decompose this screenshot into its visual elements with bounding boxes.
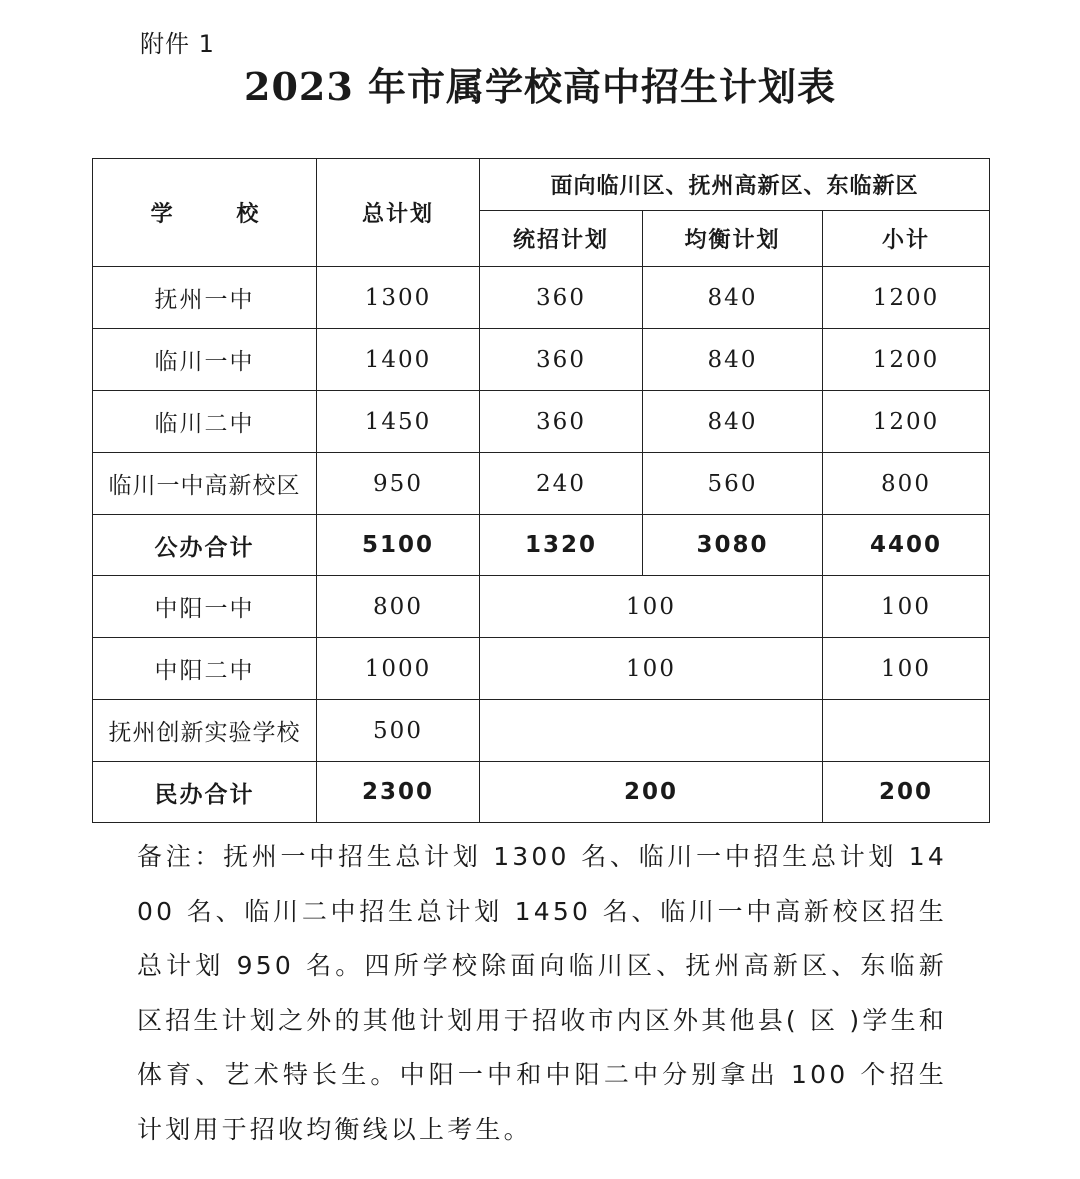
school-name: 临川一中: [93, 329, 317, 391]
total-plan-cell: 1300: [317, 267, 480, 329]
total-plan-cell: 500: [317, 700, 480, 762]
subtotal-cell: [823, 700, 990, 762]
school-name: 抚州一中: [93, 267, 317, 329]
table-row: [93, 329, 990, 391]
public-total-unified: 1320: [480, 515, 643, 576]
school-name: 临川一中高新校区: [93, 453, 317, 515]
balanced-plan-cell: 840: [643, 329, 823, 391]
public-total-label: 公办合计: [93, 515, 317, 576]
header-school: 学 校: [93, 159, 317, 267]
header-subtotal: 小计: [823, 211, 990, 267]
merged-plan-cell: [480, 700, 823, 762]
school-name: 临川二中: [93, 391, 317, 453]
subtotal-cell: 100: [823, 638, 990, 700]
subtotal-cell: 1200: [823, 329, 990, 391]
subtotal-cell: 100: [823, 576, 990, 638]
private-total-label: 民办合计: [93, 762, 317, 823]
header-row-1: [93, 159, 990, 211]
table-row: [93, 638, 990, 700]
private-total-plan: 2300: [317, 762, 480, 823]
table-row: [93, 576, 990, 638]
public-total-balanced: 3080: [643, 515, 823, 576]
balanced-plan-cell: 840: [643, 391, 823, 453]
unified-plan-cell: 360: [480, 391, 643, 453]
table-row: [93, 391, 990, 453]
table-row: [93, 453, 990, 515]
public-total-plan: 5100: [317, 515, 480, 576]
header-balanced-plan: 均衡计划: [643, 211, 823, 267]
unified-plan-cell: 240: [480, 453, 643, 515]
school-name: 中阳二中: [93, 638, 317, 700]
table-row: [93, 700, 990, 762]
total-plan-cell: 1000: [317, 638, 480, 700]
attachment-label: 附件 1: [140, 30, 215, 58]
public-total-row: [93, 515, 990, 576]
merged-plan-cell: 100: [480, 638, 823, 700]
header-total-plan: 总计划: [317, 159, 480, 267]
private-total-subtotal: 200: [823, 762, 990, 823]
page-title: 2023 年市属学校高中招生计划表: [244, 64, 836, 109]
total-plan-cell: 950: [317, 453, 480, 515]
remark-note: 备注：抚州一中招生总计划 1300 名、临川一中招生总计划 1400 名、临川二中招生总计划 1450 名、临川一中高新校区招生总计划 950 名。四所学校除面向临川区、抚州高新区、东临新区招生计划之外的其他计划用于招收市内区外其他县( 区 )学生和体育、艺术特长生。中阳一中和中阳二中分别拿出 100 个招生计划用于招收均衡线以上考生。: [137, 842, 947, 1144]
unified-plan-cell: 360: [480, 267, 643, 329]
public-total-subtotal: 4400: [823, 515, 990, 576]
unified-plan-cell: 360: [480, 329, 643, 391]
balanced-plan-cell: 840: [643, 267, 823, 329]
enrollment-plan-table: [92, 158, 990, 823]
total-plan-cell: 800: [317, 576, 480, 638]
total-plan-cell: 1450: [317, 391, 480, 453]
private-total-row: [93, 762, 990, 823]
subtotal-cell: 1200: [823, 267, 990, 329]
subtotal-cell: 1200: [823, 391, 990, 453]
subtotal-cell: 800: [823, 453, 990, 515]
header-region-group: 面向临川区、抚州高新区、东临新区: [480, 159, 990, 211]
header-unified-plan: 统招计划: [480, 211, 643, 267]
merged-plan-cell: 100: [480, 576, 823, 638]
balanced-plan-cell: 560: [643, 453, 823, 515]
school-name: 抚州创新实验学校: [93, 700, 317, 762]
table-row: [93, 267, 990, 329]
total-plan-cell: 1400: [317, 329, 480, 391]
school-name: 中阳一中: [93, 576, 317, 638]
private-total-merged: 200: [480, 762, 823, 823]
